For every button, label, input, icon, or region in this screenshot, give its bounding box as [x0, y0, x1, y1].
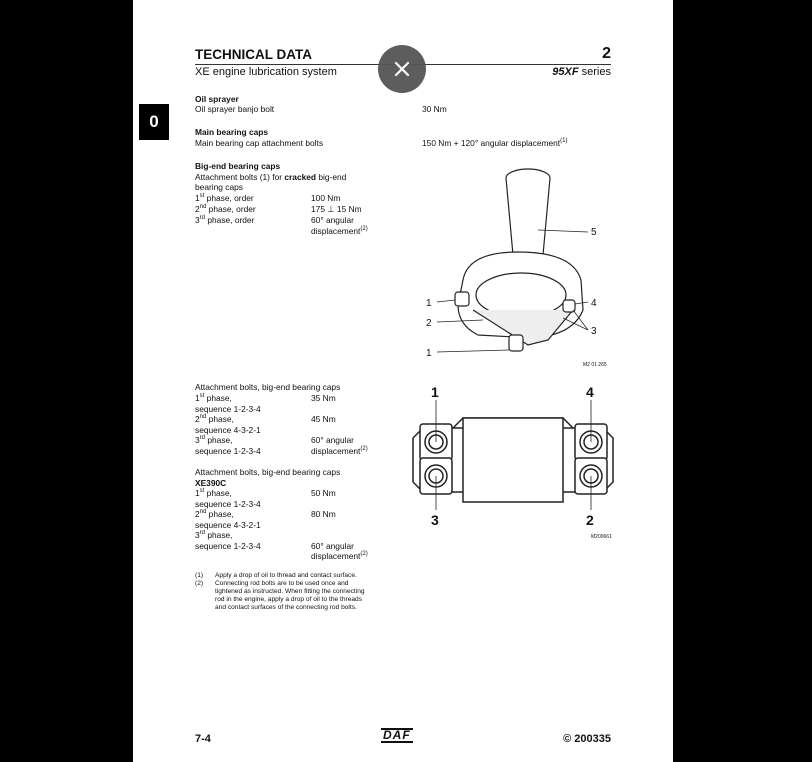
bolt-left: [455, 292, 469, 306]
bolt-sequence-figure: [408, 380, 618, 545]
oil-sprayer-value: 30 Nm: [422, 104, 447, 114]
daf-logo: DAF: [383, 728, 411, 742]
bolt-bottom: [509, 335, 523, 351]
oil-sprayer-item: Oil sprayer banjo bolt: [195, 104, 275, 114]
header-subtitle: XE engine lubrication system: [195, 66, 337, 78]
bolts-b-seq-1: sequence 1-2-3-4: [195, 499, 261, 509]
big-end-value-3b: displacement$^{(2)}$: [311, 226, 368, 236]
bolts-a-value-3: 60° angular: [311, 435, 354, 445]
bolts-a-value-1: 35 Nm: [311, 393, 336, 403]
bolts-a-seq-3: sequence 1-2-3-4: [195, 446, 261, 456]
footnote-2-line-3: rod in the engine, apply a drop of oil to the threads: [215, 596, 362, 603]
bolts-a-heading: Attachment bolts, big-end bearing caps: [195, 382, 341, 392]
bolts-b-phase-2: 2nd phase,: [195, 509, 234, 519]
bolts-a-seq-2: sequence 4-3-2-1: [195, 425, 261, 435]
bolts-b-value-1: 50 Nm: [311, 488, 336, 498]
cap-centre-block: [463, 418, 563, 502]
big-end-value-3: 60° angular: [311, 215, 354, 225]
document-page: [133, 0, 673, 762]
chapter-tab[interactable]: 0: [139, 104, 169, 140]
big-end-intro-2: bearing caps: [195, 182, 243, 192]
big-end-value-1: 100 Nm: [311, 193, 341, 203]
main-bearing-heading: Main bearing caps: [195, 127, 269, 137]
bolts-a-phase-1: 1st phase,: [195, 393, 232, 403]
main-bearing-item: Main bearing cap attachment bolts: [195, 138, 324, 148]
fig2-label-2: 2: [586, 512, 594, 528]
section-number: 2: [602, 45, 611, 62]
header-title: TECHNICAL DATA: [195, 47, 312, 62]
big-end-phase-3: 3rd phase, order: [195, 215, 255, 225]
bolts-b-heading: Attachment bolts, big-end bearing caps: [195, 467, 341, 477]
document-code: © 200335: [563, 733, 611, 745]
footnote-2-line-1: Connecting rod bolts are to be used once and: [215, 580, 349, 587]
footnote-2-line-2: tightened as instructed. When fitting the connecting: [215, 588, 365, 595]
fig2-label-4: 4: [586, 384, 594, 400]
footnote-1-mark: (1): [195, 572, 204, 579]
fig1-label-2: 2: [426, 318, 432, 329]
big-end-intro: Attachment bolts (1) for cracked big-end: [195, 172, 347, 182]
connecting-rod-figure: [413, 160, 613, 370]
bolts-b-model: XE390C: [195, 478, 227, 488]
footnote-2-line-4: and contact surfaces of the connecting rod bolts.: [215, 604, 357, 611]
big-end-phase-2: 2nd phase, order: [195, 204, 256, 214]
big-end-value-2: 175 ⊥ 15 Nm: [311, 204, 362, 214]
bolts-a-value-2: 45 Nm: [311, 414, 336, 424]
bolts-b-value-3b: displacement$^{(2)}$: [311, 551, 368, 561]
fig1-code: M2 01 265: [583, 362, 607, 368]
bolts-a-value-3b: displacement$^{(2)}$: [311, 446, 368, 456]
big-end-phase-1: 1st phase, order: [195, 193, 254, 203]
close-button[interactable]: [378, 45, 426, 93]
main-bearing-value: 150 Nm + 120° angular displacement$^{(1)}$: [422, 138, 568, 148]
big-end-heading: Big-end bearing caps: [195, 161, 281, 171]
oil-sprayer-heading: Oil sprayer: [195, 94, 239, 104]
bolts-b-value-2: 80 Nm: [311, 509, 336, 519]
bolts-a-phase-3: 3rd phase,: [195, 435, 233, 445]
fig1-label-3: 3: [591, 326, 597, 337]
footnote-1-text: Apply a drop of oil to thread and contact surface.: [215, 572, 357, 579]
fig1-label-5: 5: [591, 227, 597, 238]
fig1-label-1b: 1: [426, 348, 432, 359]
close-icon: [393, 60, 411, 78]
bolts-a-phase-2: 2nd phase,: [195, 414, 234, 424]
bolts-b-phase-3: 3rd phase,: [195, 530, 233, 540]
series-label: 95XF series: [552, 66, 611, 78]
fig1-label-4: 4: [591, 298, 597, 309]
bolts-b-value-3: 60° angular: [311, 541, 354, 551]
bolts-b-seq-3: sequence 1-2-3-4: [195, 541, 261, 551]
bolts-b-phase-1: 1st phase,: [195, 488, 232, 498]
fig2-code: M200661: [591, 534, 612, 540]
page-number: 7-4: [195, 733, 211, 745]
fig2-label-1: 1: [431, 384, 439, 400]
footnote-2-mark: (2): [195, 580, 204, 587]
bolts-a-seq-1: sequence 1-2-3-4: [195, 404, 261, 414]
rod-shank: [506, 178, 550, 255]
fig1-label-1a: 1: [426, 298, 432, 309]
bolts-b-seq-2: sequence 4-3-2-1: [195, 520, 261, 530]
fig2-label-3: 3: [431, 512, 439, 528]
